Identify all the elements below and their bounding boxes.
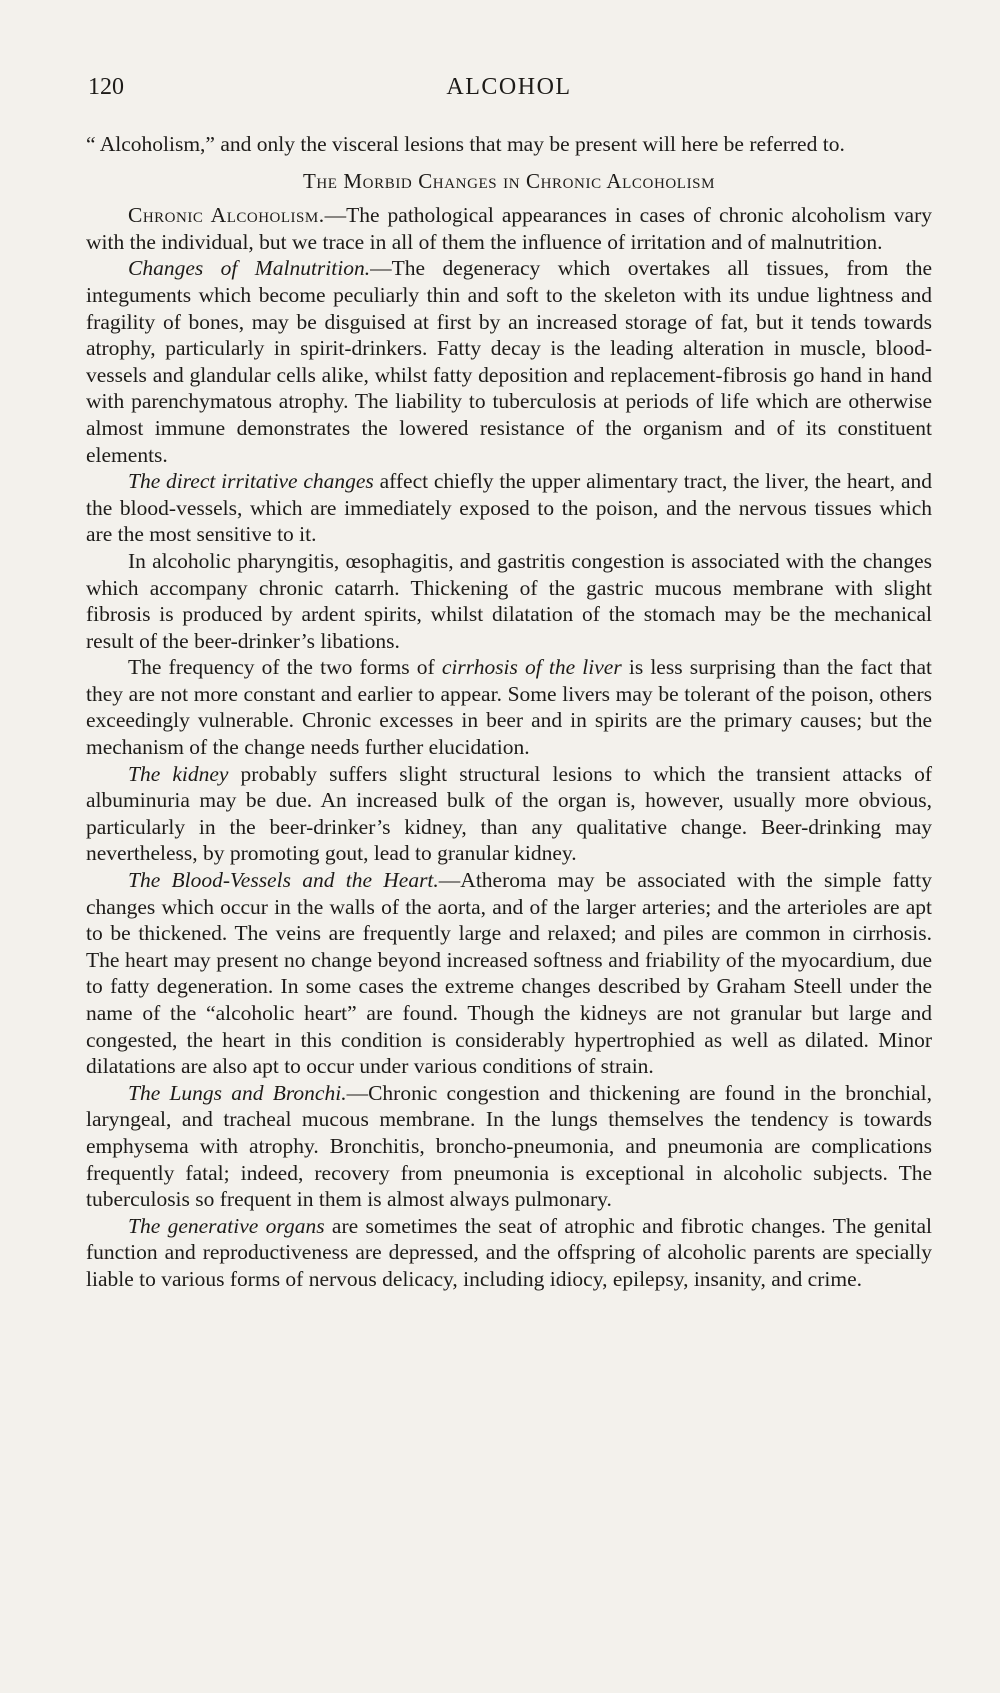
paragraph-text: —Chronic congestion and thickening are found in the bronchial, laryngeal, and tracheal mucous membrane. In the lungs themselves the tendency is towards emphysema with atrophy. Bronchitis, broncho-pneumonia, and pneumonia are complications frequently fatal; indeed, recovery from pneumonia is exceptional in alcoholic subjects. The tuberculosis so frequent in them is almost always pulmonary.: [86, 1080, 932, 1212]
paragraph-lead: The kidney: [128, 761, 229, 786]
paragraph-text: is less surprising than the fact that they are not more constant and earlier to appear. Some livers may be tolerant of the poison, others exceedingly vulnerable. Chronic excesses in beer and in spirits are the primary causes; but the mechanism of the change needs further elucidation.: [86, 655, 932, 760]
paragraph-lead: Chronic Alcoholism.: [128, 203, 325, 228]
paragraph-text: are sometimes the seat of atrophic and fibrotic changes. The genital function and reproductiveness are depressed, and the offspring of alcoholic parents are specially liable to various forms of nervous delicacy, including idiocy, epilepsy, insanity, and crime.: [86, 1213, 932, 1291]
paragraph-text: —The degeneracy which overtakes all tissues, from the integuments which become peculiarly thin and soft to the skeleton with its undue lightness and fragility of bones, may be disguised at first by an increased storage of fat, but it tends towards atrophy, particularly in spirit-drinkers. Fatty decay is the leading alteration in muscle, blood-vessels and glandular cells alike, whilst fatty deposition and replacement-fibrosis go hand in hand with parenchymatous atrophy. The liability to tuberculosis at periods of life which are otherwise almost immune demonstrates the lowered resistance of the organism and of its constituent elements.: [86, 256, 933, 467]
section-heading: The Morbid Changes in Chronic Alcoholism: [302, 168, 716, 193]
page-number: 120: [88, 74, 124, 100]
page-header: [88, 74, 930, 110]
paragraph-lead: The generative organs: [128, 1213, 325, 1238]
paragraph-lead: The Lungs and Bronchi.: [128, 1080, 347, 1105]
paragraph-lungs-bronchi: [86, 1080, 932, 1213]
paragraph-text: affect chiefly the upper alimentary tract, the liver, the heart, and the blood-vessels, which are immediately exposed to the poison, and the nervous tissues which are the most sensitive to it.: [86, 469, 932, 547]
paragraph-kidney: [86, 761, 932, 867]
paragraph-text: The frequency of the two forms of: [128, 655, 442, 680]
paragraph-chronic-alcoholism: [86, 202, 932, 255]
paragraph-lead: The direct irritative changes: [128, 469, 374, 494]
paragraph-text: —The pathological appearances in cases of chronic alcoholism vary with the individual, but we trace in all of them the influence of irritation and of malnutrition.: [86, 203, 933, 254]
paragraph-blood-vessels-heart: [86, 867, 932, 1080]
paragraph-generative-organs: [86, 1213, 932, 1293]
running-title: ALCOHOL: [446, 74, 572, 100]
paragraph-malnutrition: [86, 255, 932, 468]
body-text: [86, 131, 932, 1293]
paragraph-lead: The Blood-Vessels and the Heart.: [128, 868, 439, 893]
paragraph-irritative-changes: [86, 468, 932, 548]
paragraph-cirrhosis: [86, 654, 932, 760]
paragraph-intro: “ Alcoholism,” and only the visceral lesions that may be present will here be referred to.: [86, 132, 845, 156]
paragraph-lead: Changes of Malnutrition.: [128, 256, 371, 281]
paragraph-text: —Atheroma may be associated with the simple fatty changes which occur in the walls of the aorta, and of the larger arteries; and the arterioles are apt to be thickened. The veins are frequently large and relaxed; and piles are common in cirrhosis. The heart may present no change beyond increased softness and friability of the myocardium, due to fatty degeneration. In some cases the extreme changes described by Graham Steell under the name of the “alcoholic heart” are found. Though the kidneys are not granular but large and congested, the heart in this condition is considerably hypertrophied as well as dilated. Minor dilatations are also apt to occur under various conditions of strain.: [86, 868, 932, 1079]
paragraph-text: probably suffers slight structural lesions to which the transient attacks of albuminuria may be due. An increased bulk of the organ is, however, usually more obvious, particularly in the beer-drinker’s kidney, than any qualitative change. Beer-drinking may nevertheless, by promoting gout, lead to granular kidney.: [86, 761, 932, 866]
paragraph-pharyngitis: In alcoholic pharyngitis, œsophagitis, and gastritis congestion is associated with the changes which accompany chronic catarrh. Thickening of the gastric mucous membrane with slight fibrosis is produced by ardent spirits, whilst dilatation of the stomach may be the mechanical result of the beer-drinker’s libations.: [86, 548, 932, 653]
paragraph-emphasis: cirrhosis of the liver: [441, 655, 622, 680]
